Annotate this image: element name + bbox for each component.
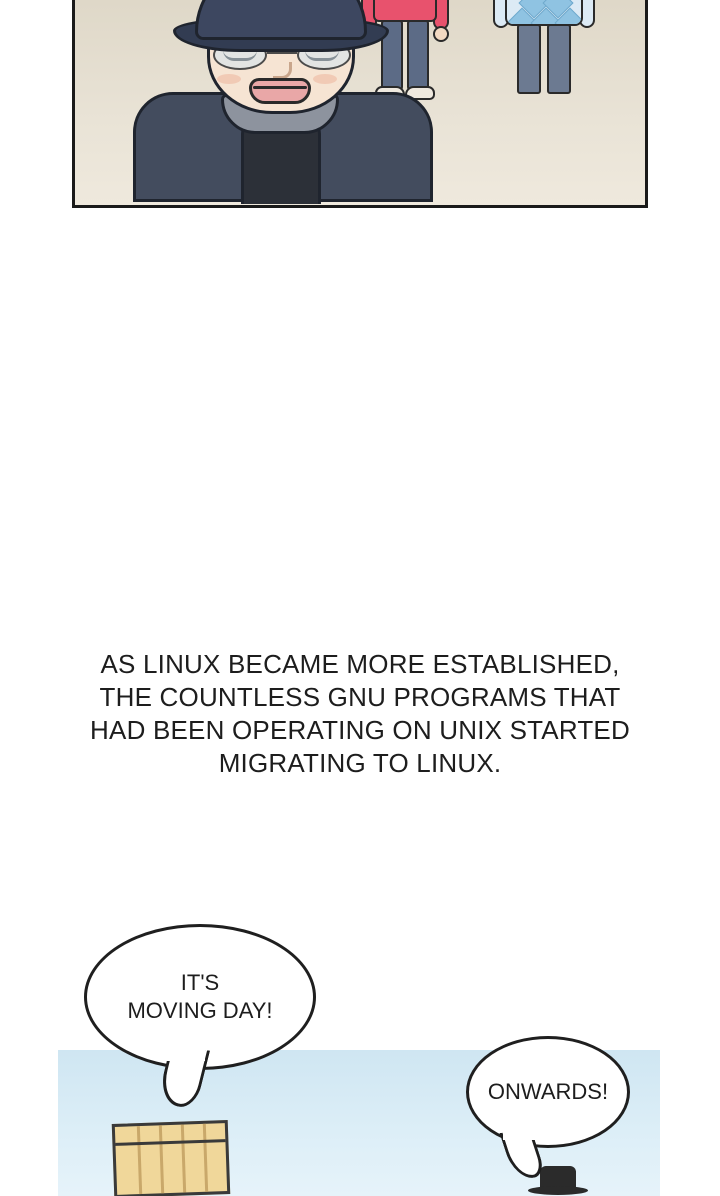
wooden-crate [112, 1120, 231, 1196]
bubble-text [115, 969, 284, 1025]
right-hand [433, 26, 449, 42]
mouth [249, 78, 311, 104]
cap [195, 0, 367, 40]
man-with-cap [133, 0, 433, 202]
narration-line-4: MIGRATING TO LINUX. [218, 748, 502, 778]
background-person-blue [493, 0, 597, 104]
crate-band [115, 1139, 225, 1146]
right-cheek [313, 74, 337, 84]
bubble-line-2: MOVING DAY! [127, 998, 273, 1023]
bubble-tail-cover [159, 1043, 205, 1061]
right-leg [547, 24, 571, 94]
bubble-line-1: IT'S [180, 970, 220, 995]
left-leg [517, 24, 541, 94]
mouth-line [253, 86, 307, 89]
glasses-bridge [267, 52, 297, 54]
crate-slat [137, 1126, 142, 1194]
left-cheek [217, 74, 241, 84]
comic-panel-top [72, 0, 648, 208]
narration-line-2: THE COUNTLESS GNU PROGRAMS THAT [99, 682, 621, 712]
crate-slat [203, 1124, 208, 1192]
hat-crown [540, 1166, 576, 1188]
narration-line-3: HAD BEEN OPERATING ON UNIX STARTED [90, 715, 630, 745]
narration-text [0, 648, 720, 780]
crate-slat [181, 1125, 186, 1193]
hat-brim [528, 1186, 588, 1195]
crate-slat [159, 1125, 164, 1193]
speech-bubble-moving-day [84, 924, 316, 1070]
torso [505, 0, 583, 26]
narration-line-1: AS LINUX BECAME MORE ESTABLISHED, [100, 649, 620, 679]
bubble-text [476, 1078, 620, 1106]
speech-bubble-onwards [466, 1036, 630, 1148]
bubble-line-1: ONWARDS! [487, 1079, 609, 1104]
bubble-tail-cover [503, 1124, 539, 1140]
